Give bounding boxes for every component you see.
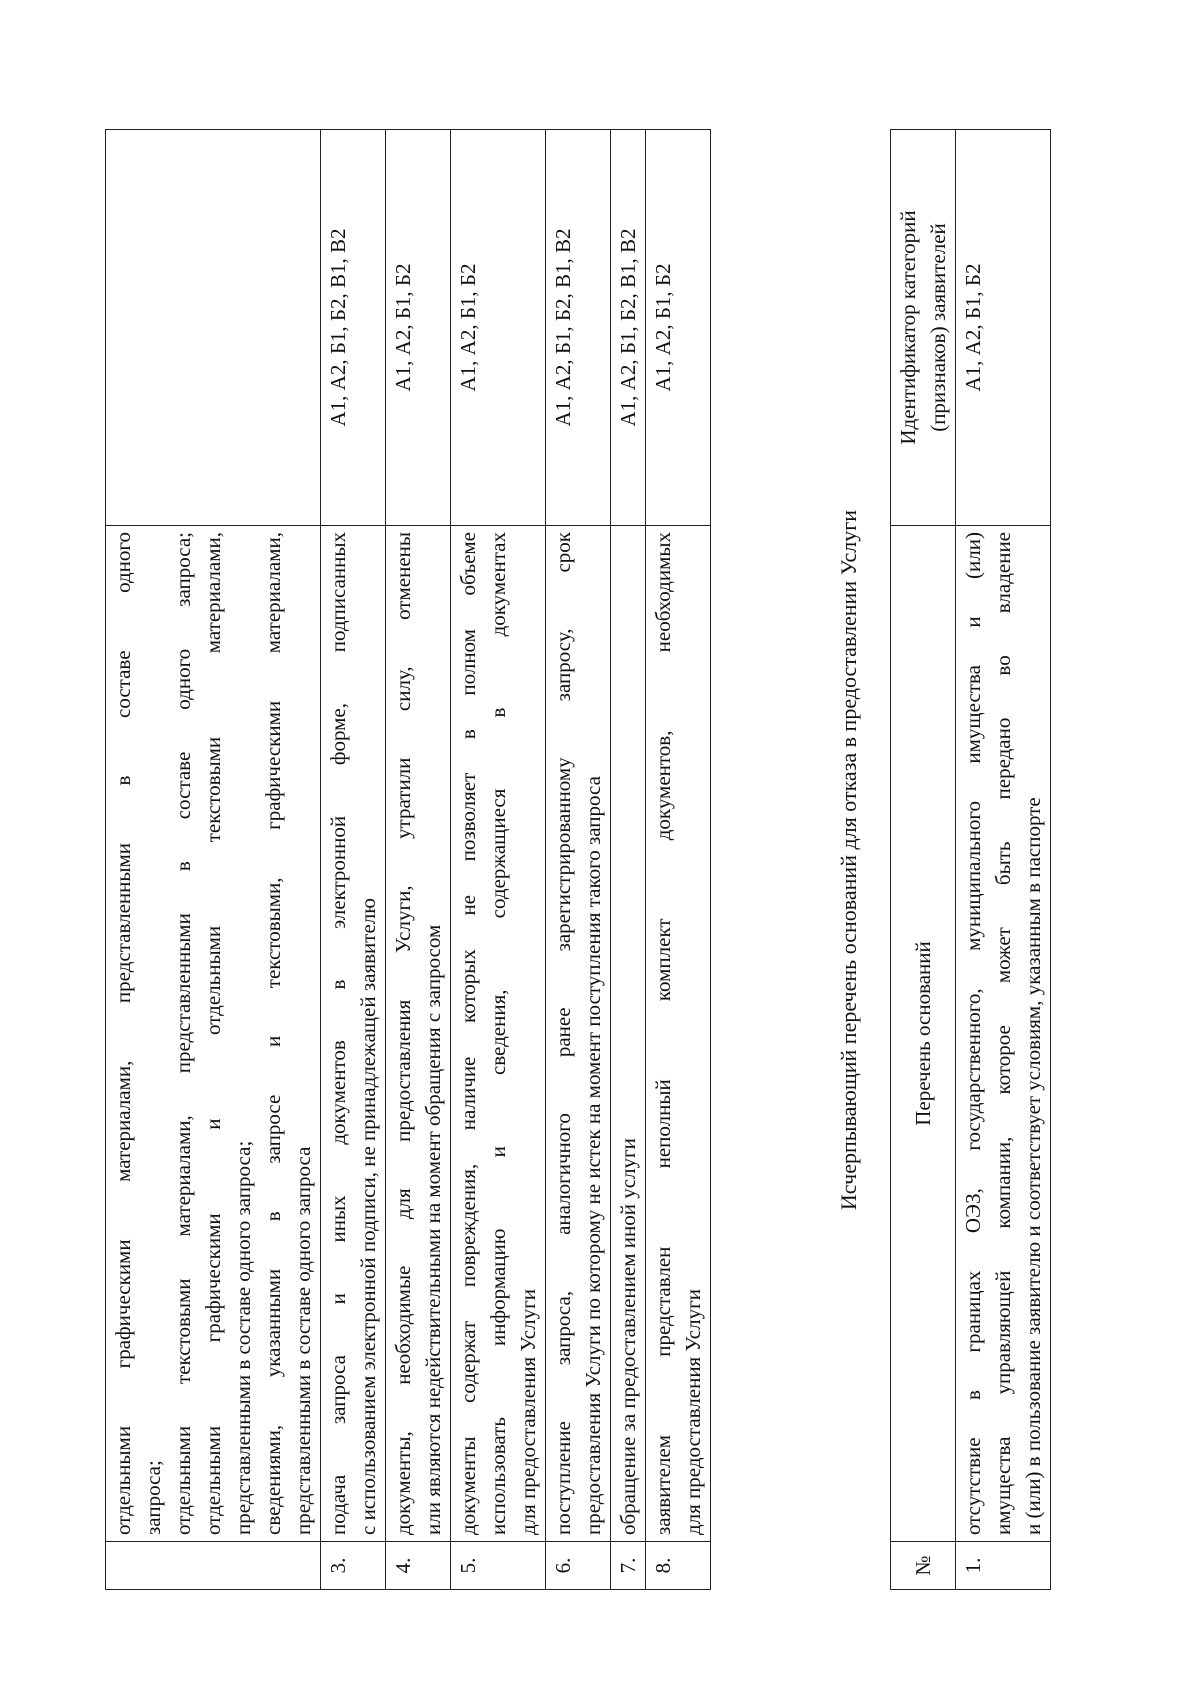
row-number: 5.	[451, 1542, 546, 1590]
continuation-text-cell	[106, 526, 321, 1542]
row-number-cell	[106, 1542, 321, 1590]
text-line: обращение за предоставлением иной услуги	[616, 1138, 640, 1535]
text-line: подача запроса и иных документов в электронной форме, подписанных	[326, 532, 350, 1535]
applicant-ids-cell	[106, 130, 321, 526]
header-number: №	[891, 1542, 956, 1590]
table-row	[956, 130, 1051, 1590]
header-ids-line: Идентификатор категорий	[896, 210, 920, 445]
basis-text-cell	[451, 526, 546, 1542]
basis-text-cell	[386, 526, 451, 1542]
text-line: для предоставления Услуги	[681, 1289, 705, 1535]
text-line: предоставления Услуги по которому не истек на момент поступления такого запроса	[581, 776, 605, 1535]
text-line: и (или) в пользование заявителю и соответствует условиям, указанным в паспорте	[1021, 797, 1045, 1535]
text-line: или являются недействительными на момент обращения с запросом	[421, 924, 445, 1535]
text-line: поступление запроса, аналогичного ранее зарегистрированному запросу, срок	[551, 532, 575, 1535]
applicant-ids: А1, А2, Б1, Б2	[646, 130, 711, 526]
row-number: 1.	[956, 1542, 1051, 1590]
applicant-ids: А1, А2, Б1, Б2	[451, 130, 546, 526]
refusal-grounds-table	[890, 129, 1051, 1590]
text-line: сведениями, указанными в запросе и текстовыми, графическими материалами,	[261, 532, 285, 1535]
text-line: отдельными графическими материалами, представленными в составе одного	[111, 532, 135, 1535]
text-line: документы, необходимые для предоставления Услуги, утратили силу, отменены	[391, 532, 415, 1535]
text-line: отдельными текстовыми материалами, представленными в составе одного запроса;	[171, 532, 195, 1535]
row-number: 6.	[546, 1542, 611, 1590]
basis-text-cell	[321, 526, 386, 1542]
table-row	[386, 130, 451, 1590]
text-line: с использованием электронной подписи, не принадлежащей заявителю	[356, 898, 380, 1535]
table-row	[321, 130, 386, 1590]
applicant-ids: А1, А2, Б1, Б2, В1, В2	[611, 130, 646, 526]
table-row	[646, 130, 711, 1590]
basis-text-cell	[956, 526, 1051, 1542]
applicant-ids: А1, А2, Б1, Б2	[386, 130, 451, 526]
header-ids-line: (признаков) заявителей	[926, 223, 950, 432]
table-row	[546, 130, 611, 1590]
section-caption: Исчерпывающий перечень оснований для отказа в предоставлении Услуги	[836, 509, 861, 1211]
row-number: 7.	[611, 1542, 646, 1590]
text-line: заявителем представлен неполный комплект документов, необходимых	[651, 532, 675, 1535]
row-number: 8.	[646, 1542, 711, 1590]
text-line: отсутствие в границах ОЭЗ, государственного, муниципального имущества и (или)	[961, 532, 985, 1535]
table-row	[106, 130, 321, 1590]
text-line: запроса;	[141, 1460, 165, 1535]
applicant-ids: А1, А2, Б1, Б2, В1, В2	[546, 130, 611, 526]
basis-text-cell	[546, 526, 611, 1542]
text-line: представленными в составе одного запроса;	[231, 1140, 255, 1535]
grounds-table-continued	[105, 129, 711, 1590]
text-line: использовать информацию и сведения, содержащиеся в документах	[486, 532, 510, 1535]
header-applicant-ids	[891, 130, 956, 526]
basis-text-cell	[611, 526, 646, 1542]
text-line: имущества управляющей компании, которое может быть передано во владение	[991, 532, 1015, 1535]
applicant-ids: А1, А2, Б1, Б2, В1, В2	[321, 130, 386, 526]
table-row	[451, 130, 546, 1590]
table-header-row	[891, 130, 956, 1590]
table-row	[611, 130, 646, 1590]
text-line: представленными в составе одного запроса	[291, 1146, 315, 1535]
row-number: 4.	[386, 1542, 451, 1590]
row-number: 3.	[321, 1542, 386, 1590]
basis-text-cell	[646, 526, 711, 1542]
header-basis: Перечень оснований	[891, 526, 956, 1542]
text-line: отдельными графическими и отдельными текстовыми материалами,	[201, 532, 225, 1535]
applicant-ids: А1, А2, Б1, Б2	[956, 130, 1051, 526]
text-line: документы содержат повреждения, наличие которых не позволяет в полном объеме	[456, 532, 480, 1535]
text-line: для предоставления Услуги	[516, 1289, 540, 1535]
